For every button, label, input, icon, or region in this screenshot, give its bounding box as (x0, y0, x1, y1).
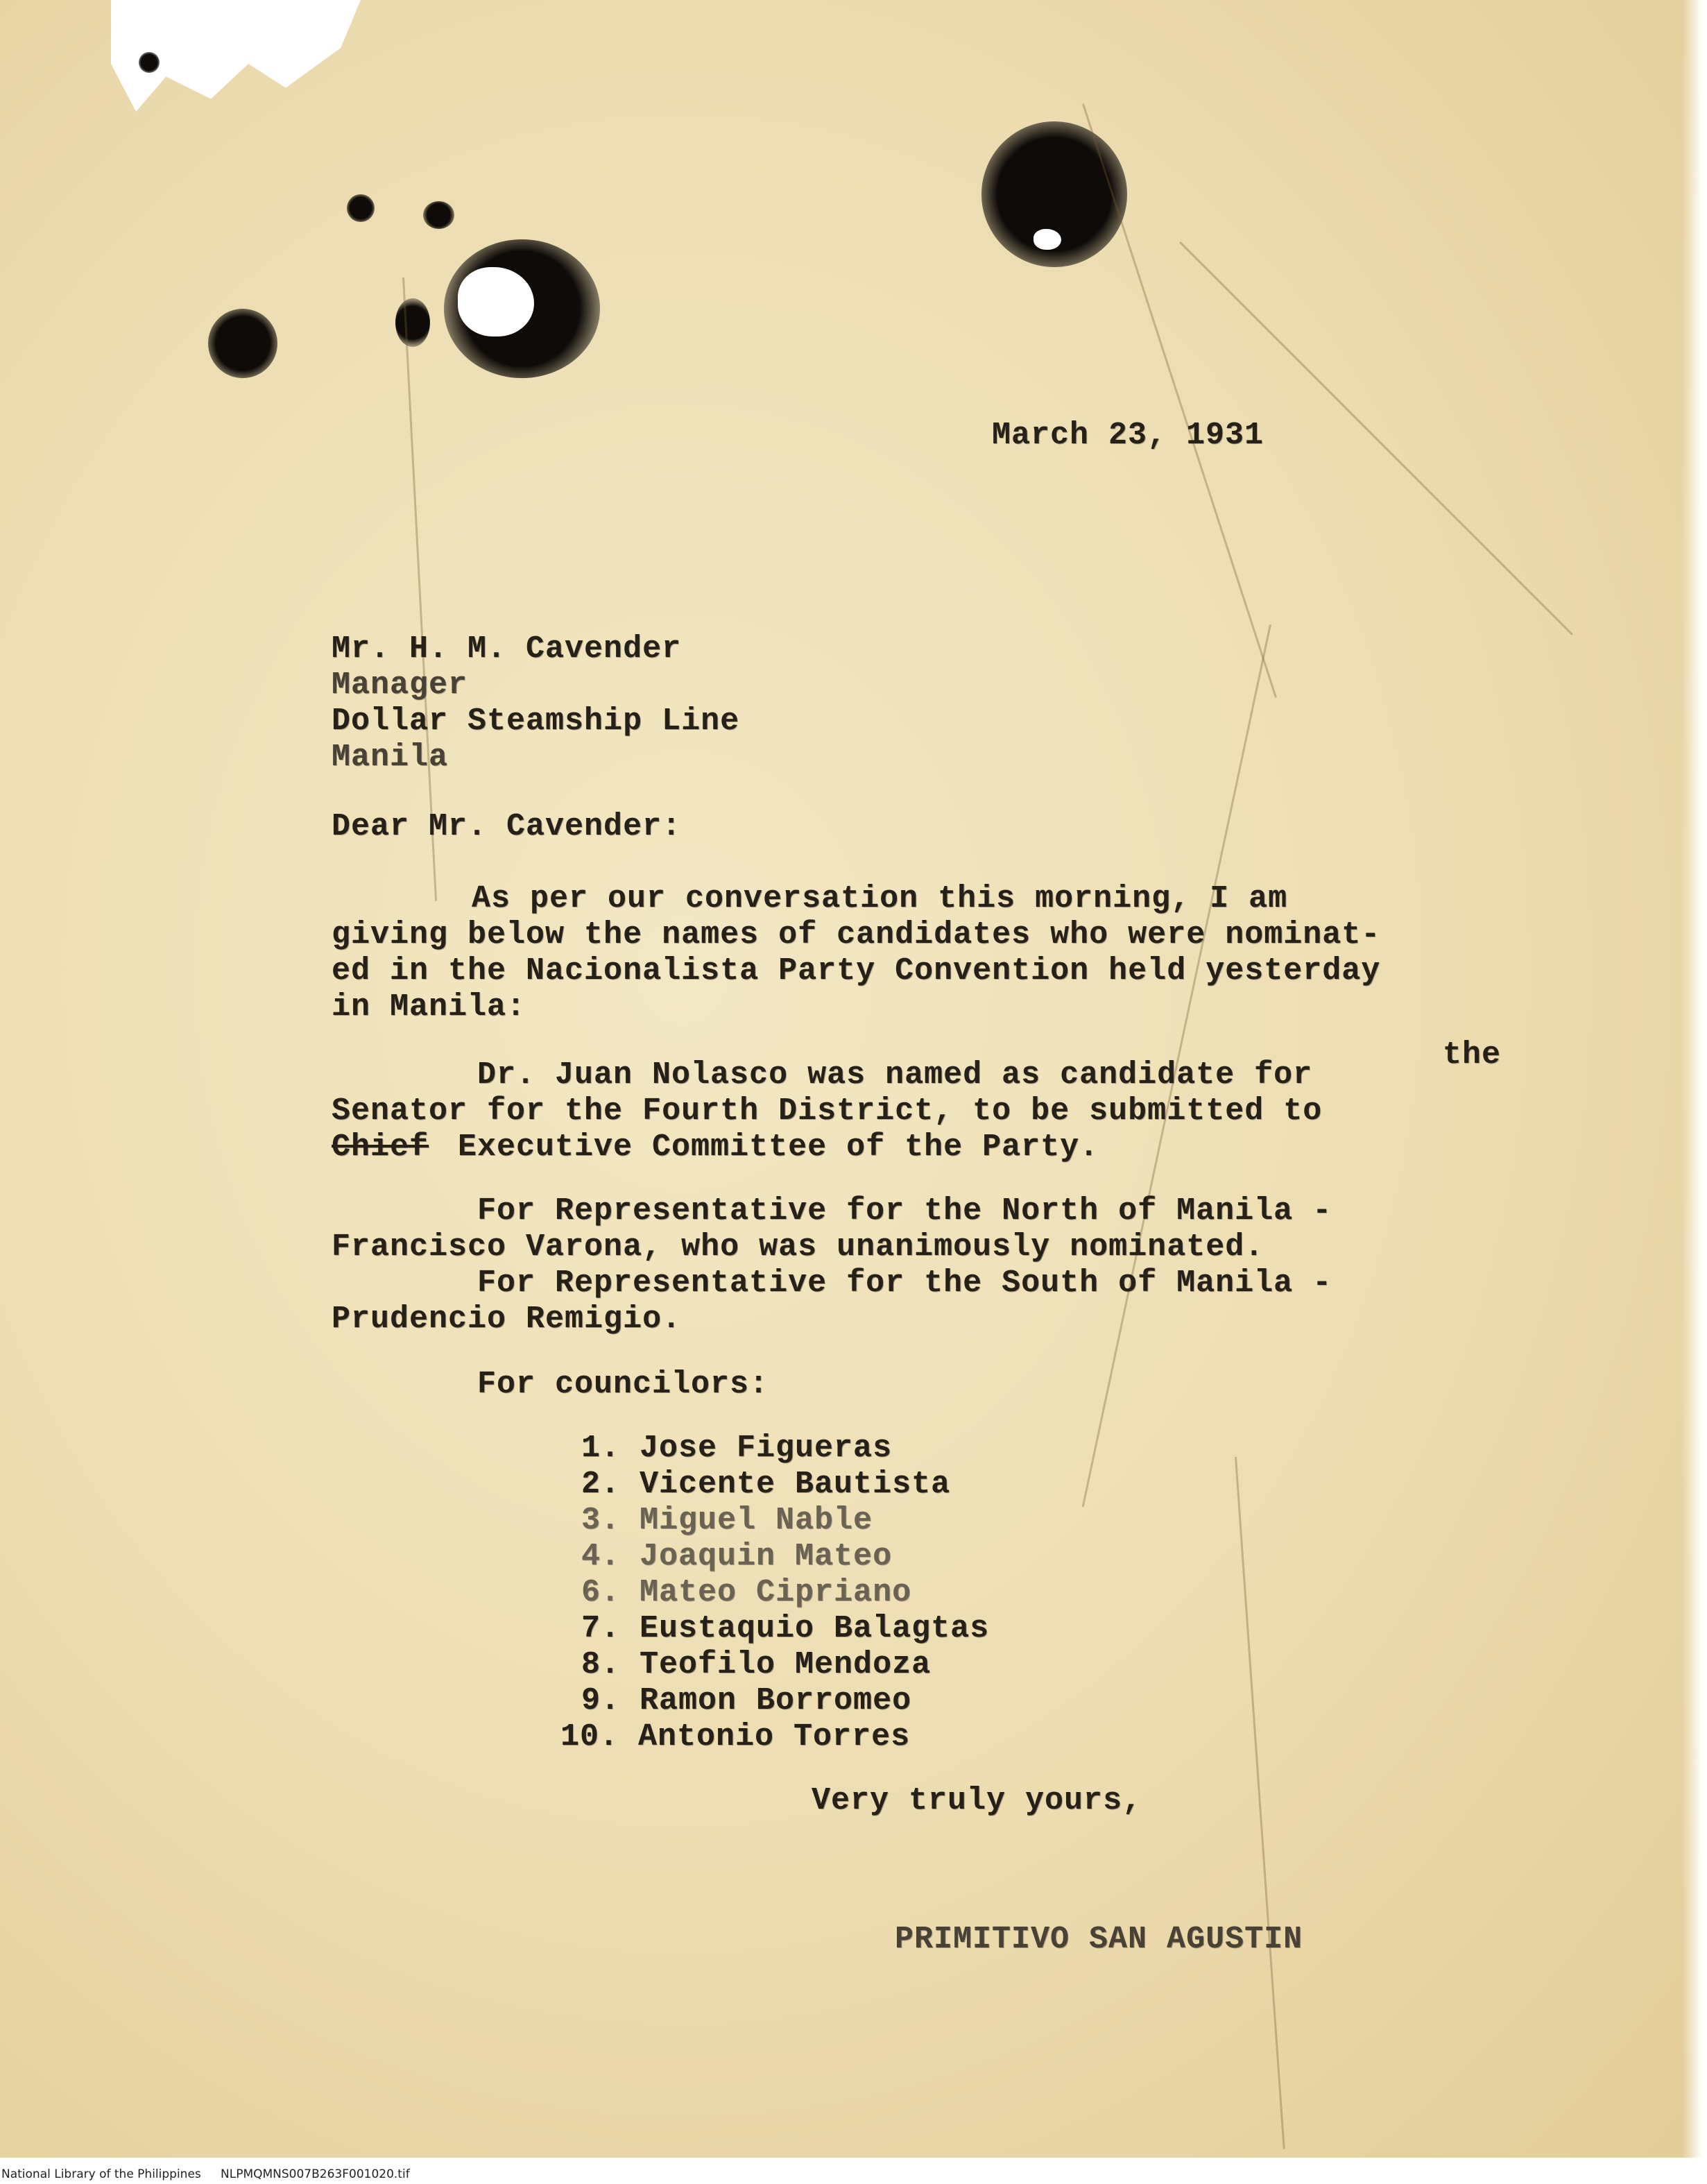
paragraph-1-line: ed in the Nacionalista Party Convention held yesterday (332, 953, 1381, 989)
councilor-item: 10. Antonio Torres (560, 1719, 911, 1755)
closing: Very truly yours, (812, 1783, 1142, 1818)
salutation: Dear Mr. Cavender: (332, 809, 682, 844)
councilor-item: 9. Ramon Borromeo (581, 1683, 912, 1718)
signature-name: PRIMITIVO SAN AGUSTIN (895, 1922, 1303, 1957)
recipient-name: Mr. H. M. Cavender (332, 631, 682, 667)
ink-stain (347, 194, 375, 222)
councilors-heading: For councilors: (477, 1367, 769, 1402)
library-caption: National Library of the Philippines (1, 2167, 201, 2181)
burn-hole (1033, 229, 1061, 250)
letter-date: March 23, 1931 (992, 418, 1264, 453)
ink-stain (395, 298, 430, 347)
councilor-item: 7. Eustaquio Balagtas (581, 1611, 990, 1646)
paragraph-3-line: For Representative for the South of Manila - (477, 1265, 1332, 1301)
paragraph-1-line: in Manila: (332, 989, 526, 1025)
paragraph-2-line: Executive Committee of the Party. (458, 1129, 1099, 1165)
councilor-item: 4. Joaquin Mateo (581, 1539, 893, 1574)
paper-crease (1082, 103, 1277, 698)
paper-crease (402, 278, 437, 901)
torn-corner (111, 0, 361, 160)
councilor-item: 3. Miguel Nable (581, 1503, 873, 1538)
recipient-company: Dollar Steamship Line (332, 703, 740, 739)
burn-hole (458, 267, 534, 336)
councilor-item: 6. Mateo Cipriano (581, 1575, 912, 1610)
paragraph-2-line: Dr. Juan Nolasco was named as candidate for (477, 1057, 1313, 1093)
paragraph-3-line: Francisco Varona, who was unanimously nominated. (332, 1229, 1264, 1265)
councilor-item: 1. Jose Figueras (581, 1431, 893, 1466)
paper-crease (1235, 1457, 1285, 2149)
paper-edge (1682, 0, 1707, 2158)
struck-word: Chief (332, 1129, 429, 1165)
councilor-item: 2. Vicente Bautista (581, 1467, 951, 1502)
recipient-title: Manager (332, 667, 468, 703)
ink-stain (208, 309, 277, 378)
paragraph-3-line: For Representative for the North of Manila - (477, 1193, 1332, 1229)
file-caption: NLPMQMNS007B263F001020.tif (221, 2167, 410, 2181)
ink-stain (139, 52, 160, 73)
ink-stain (423, 201, 454, 229)
paragraph-3-line: Prudencio Remigio. (332, 1302, 682, 1337)
recipient-city: Manila (332, 740, 449, 775)
paragraph-2-line: Senator for the Fourth District, to be submitted to (332, 1093, 1323, 1129)
paragraph-1-line: As per our conversation this morning, I am (472, 881, 1288, 916)
councilor-item: 8. Teofilo Mendoza (581, 1647, 932, 1682)
inserted-word: the (1443, 1037, 1502, 1073)
paragraph-1-line: giving below the names of candidates who were nominat- (332, 917, 1381, 953)
